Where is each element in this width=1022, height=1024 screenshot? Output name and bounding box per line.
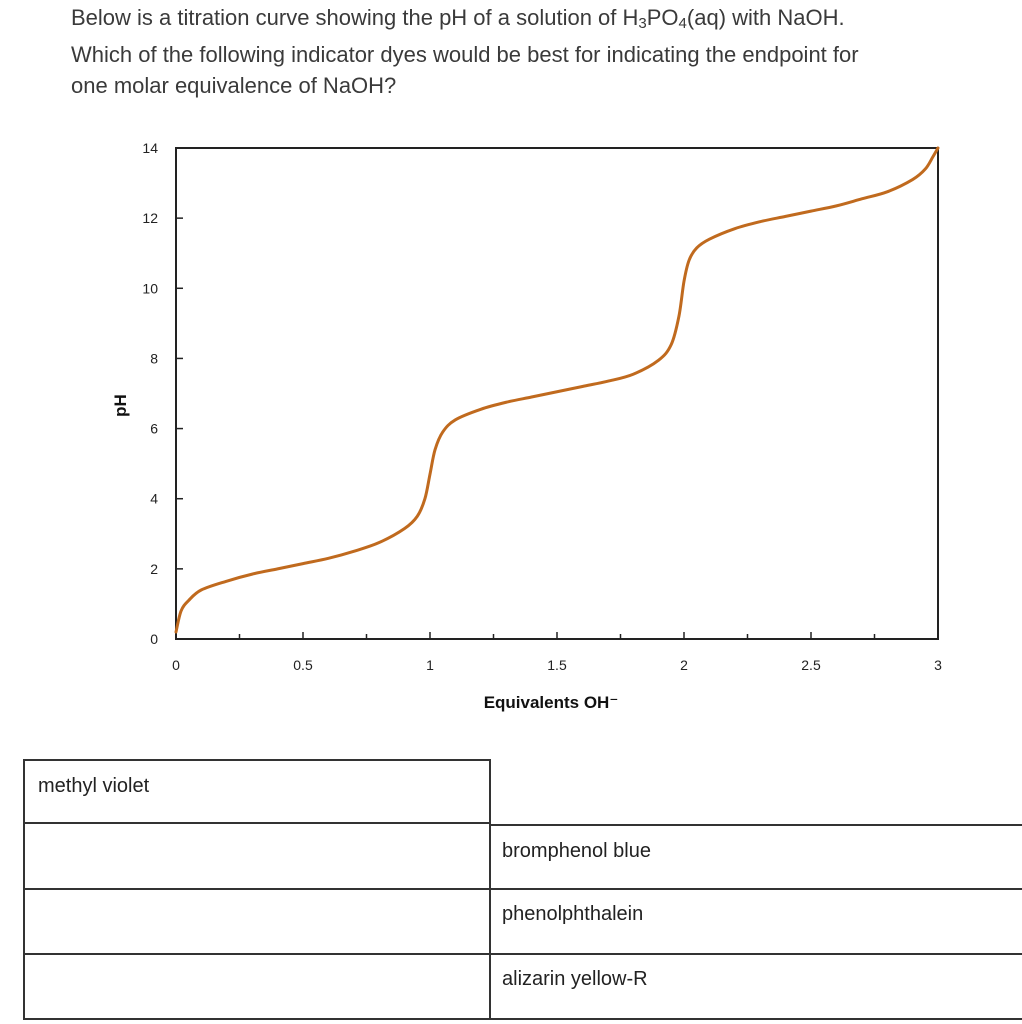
x-tick-label: 0 (172, 657, 180, 673)
subscript-3: 3 (638, 15, 647, 32)
question-line-3: one molar equivalence of NaOH? (71, 73, 397, 98)
choice-label: alizarin yellow-R (502, 968, 648, 990)
choice-methyl-violet[interactable] (23, 759, 491, 824)
choice-row-2 (23, 824, 1022, 889)
choice-alizarin-yellow-r[interactable] (489, 954, 1022, 1020)
y-tick-label: 4 (150, 490, 158, 507)
subscript-4: 4 (678, 15, 687, 32)
empty-cell (23, 889, 491, 955)
choice-label: methyl violet (38, 775, 150, 797)
choice-bromphenol-blue[interactable] (489, 824, 1022, 890)
y-tick-label: 0 (150, 631, 158, 647)
x-tick-label: 2 (680, 657, 688, 673)
y-tick-label: 2 (150, 560, 158, 577)
x-tick-label: 0.5 (293, 657, 313, 673)
choice-row-3 (23, 889, 1022, 954)
choice-label: phenolphthalein (502, 903, 644, 925)
empty-cell (23, 954, 491, 1020)
answer-choices-table (23, 759, 1022, 1019)
y-tick-label: 6 (150, 420, 158, 437)
titration-curve-line (176, 148, 938, 632)
titration-chart (0, 130, 1022, 730)
empty-cell (489, 759, 1022, 824)
question-line-1-end: (aq) with NaOH. (686, 5, 845, 30)
question-line-1-start: Below is a titration curve showing the pH of a solution of H (71, 5, 639, 30)
empty-cell (23, 824, 491, 890)
choice-phenolphthalein[interactable] (489, 889, 1022, 955)
y-tick-label: 8 (150, 350, 158, 367)
x-tick-label: 2.5 (801, 657, 821, 673)
y-tick-label: 10 (142, 280, 158, 297)
x-tick-label: 1 (426, 657, 434, 673)
y-tick-label: 14 (142, 140, 158, 156)
question-text (71, 2, 1011, 101)
x-tick-label: 3 (934, 657, 942, 673)
choice-label: bromphenol blue (502, 840, 651, 862)
x-tick-label: 1.5 (547, 657, 567, 673)
y-tick-label: 12 (142, 210, 158, 227)
x-axis-title: Equivalents OH⁻ (483, 693, 619, 712)
choice-row-1 (23, 759, 1022, 824)
question-line-1 (71, 2, 1011, 39)
y-axis-title: pH (111, 394, 130, 417)
question-line-1-po: PO (646, 5, 679, 30)
choice-row-4 (23, 954, 1022, 1019)
question-line-2: Which of the following indicator dyes would be best for indicating the endpoint for (71, 42, 859, 67)
